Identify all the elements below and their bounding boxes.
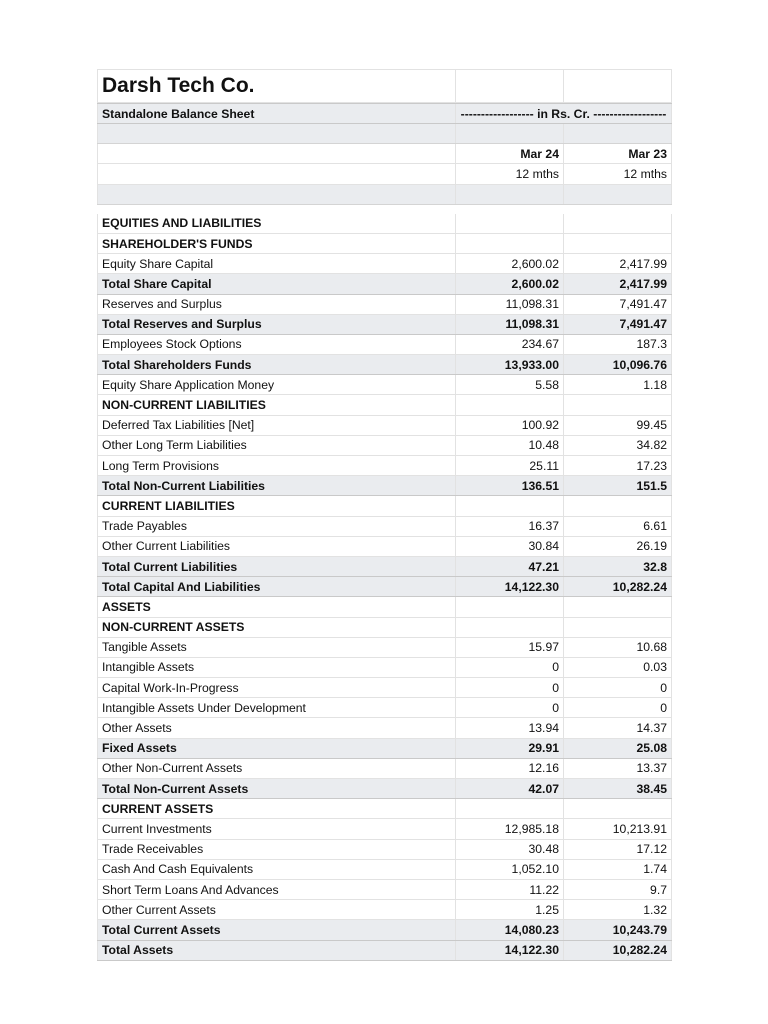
value-mar24: 11,098.31 (456, 295, 564, 314)
row-label: Short Term Loans And Advances (97, 880, 456, 899)
table-row (97, 860, 672, 880)
value-mar23: 2,417.99 (564, 254, 672, 273)
row-label: Other Non-Current Assets (97, 759, 456, 778)
table-row (97, 295, 672, 315)
table-row (97, 638, 672, 658)
table-body (97, 214, 672, 961)
table-row (97, 840, 672, 860)
value-mar23: 17.12 (564, 840, 672, 859)
period-duration: 12 mths (456, 164, 564, 183)
value-mar23: 187.3 (564, 335, 672, 354)
row-label: Employees Stock Options (97, 335, 456, 354)
row-label: Total Non-Current Assets (97, 779, 456, 798)
value-mar23: 10,282.24 (564, 577, 672, 596)
value-mar23: 1.18 (564, 375, 672, 394)
value-mar24: 0 (456, 658, 564, 677)
total-row (97, 315, 672, 335)
value-mar24: 14,122.30 (456, 941, 564, 960)
value-mar24: 11,098.31 (456, 315, 564, 334)
row-label: SHAREHOLDER'S FUNDS (97, 234, 456, 253)
table-row (97, 759, 672, 779)
value-mar23: 7,491.47 (564, 295, 672, 314)
value-mar24 (456, 214, 564, 233)
table-row (97, 698, 672, 718)
row-label: Total Assets (97, 941, 456, 960)
value-mar23 (564, 234, 672, 253)
value-mar23: 7,491.47 (564, 315, 672, 334)
row-label: Long Term Provisions (97, 456, 456, 475)
row-label: Total Shareholders Funds (97, 355, 456, 374)
total-row (97, 779, 672, 799)
row-label: Other Current Assets (97, 900, 456, 919)
table-row (97, 658, 672, 678)
value-mar23 (564, 597, 672, 616)
row-label: CURRENT ASSETS (97, 799, 456, 818)
row-label: Equity Share Application Money (97, 375, 456, 394)
value-mar24: 47.21 (456, 557, 564, 576)
total-row (97, 577, 672, 597)
value-mar24: 29.91 (456, 739, 564, 758)
value-mar23: 10,096.76 (564, 355, 672, 374)
sheet-title-row (97, 103, 672, 124)
row-label: Reserves and Surplus (97, 295, 456, 314)
value-mar24: 42.07 (456, 779, 564, 798)
value-mar23: 14.37 (564, 718, 672, 737)
row-label: Cash And Cash Equivalents (97, 860, 456, 879)
table-row (97, 416, 672, 436)
balance-sheet-table (97, 69, 672, 961)
value-mar23: 25.08 (564, 739, 672, 758)
section-header-row (97, 214, 672, 234)
value-mar23: 0.03 (564, 658, 672, 677)
section-header-row (97, 799, 672, 819)
period-header-row (97, 144, 672, 164)
value-mar23 (564, 395, 672, 414)
value-mar24: 0 (456, 678, 564, 697)
section-header-row (97, 618, 672, 638)
value-mar23 (564, 214, 672, 233)
total-row (97, 355, 672, 375)
total-row (97, 739, 672, 759)
section-header-row (97, 234, 672, 254)
row-label: Total Capital And Liabilities (97, 577, 456, 596)
unit-note: ------------------ in Rs. Cr. ------------------ (456, 104, 672, 123)
value-mar23 (564, 799, 672, 818)
value-mar23: 1.74 (564, 860, 672, 879)
value-mar24: 15.97 (456, 638, 564, 657)
value-mar24: 0 (456, 698, 564, 717)
table-row (97, 456, 672, 476)
section-header-row (97, 496, 672, 516)
value-mar24: 11.22 (456, 880, 564, 899)
company-name: Darsh Tech Co. (97, 70, 456, 102)
value-mar23: 0 (564, 678, 672, 697)
value-mar23: 26.19 (564, 537, 672, 556)
section-header-row (97, 597, 672, 617)
table-row (97, 900, 672, 920)
table-row (97, 517, 672, 537)
value-mar24: 14,122.30 (456, 577, 564, 596)
value-mar23: 6.61 (564, 517, 672, 536)
value-mar23: 10,213.91 (564, 819, 672, 838)
row-label: Total Current Liabilities (97, 557, 456, 576)
value-mar23: 10.68 (564, 638, 672, 657)
row-label: ASSETS (97, 597, 456, 616)
value-mar23: 17.23 (564, 456, 672, 475)
value-mar24: 14,080.23 (456, 920, 564, 939)
row-label: Trade Payables (97, 517, 456, 536)
row-label: NON-CURRENT ASSETS (97, 618, 456, 637)
value-mar24: 30.48 (456, 840, 564, 859)
value-mar24: 2,600.02 (456, 254, 564, 273)
blank-shaded-row (97, 124, 672, 144)
company-title-row (97, 69, 672, 103)
value-mar24: 13.94 (456, 718, 564, 737)
value-mar23: 0 (564, 698, 672, 717)
row-label: Tangible Assets (97, 638, 456, 657)
value-mar24 (456, 395, 564, 414)
value-mar24: 100.92 (456, 416, 564, 435)
row-label: Intangible Assets Under Development (97, 698, 456, 717)
value-mar23: 32.8 (564, 557, 672, 576)
value-mar23: 13.37 (564, 759, 672, 778)
value-mar24 (456, 618, 564, 637)
row-label: Total Share Capital (97, 274, 456, 293)
row-label: Other Current Liabilities (97, 537, 456, 556)
row-label: Fixed Assets (97, 739, 456, 758)
total-row (97, 557, 672, 577)
value-mar24: 25.11 (456, 456, 564, 475)
value-mar23: 9.7 (564, 880, 672, 899)
value-mar24 (456, 234, 564, 253)
value-mar23: 99.45 (564, 416, 672, 435)
value-mar24: 234.67 (456, 335, 564, 354)
row-label: NON-CURRENT LIABILITIES (97, 395, 456, 414)
value-mar24: 2,600.02 (456, 274, 564, 293)
value-mar24: 10.48 (456, 436, 564, 455)
sheet-title: Standalone Balance Sheet (97, 104, 456, 123)
value-mar24: 12,985.18 (456, 819, 564, 838)
total-row (97, 941, 672, 961)
table-row (97, 254, 672, 274)
row-label: CURRENT LIABILITIES (97, 496, 456, 515)
row-label: Other Long Term Liabilities (97, 436, 456, 455)
value-mar23 (564, 496, 672, 515)
table-row (97, 819, 672, 839)
total-row (97, 274, 672, 294)
row-label: Deferred Tax Liabilities [Net] (97, 416, 456, 435)
row-label: Other Assets (97, 718, 456, 737)
blank-shaded-row (97, 185, 672, 205)
row-label: Trade Receivables (97, 840, 456, 859)
spacer-row (97, 205, 672, 214)
value-mar24: 136.51 (456, 476, 564, 495)
row-label: Equity Share Capital (97, 254, 456, 273)
period-label: Mar 24 (456, 144, 564, 163)
table-row (97, 718, 672, 738)
total-row (97, 920, 672, 940)
row-label: Capital Work-In-Progress (97, 678, 456, 697)
value-mar24 (456, 597, 564, 616)
table-row (97, 436, 672, 456)
row-label: Current Investments (97, 819, 456, 838)
table-row (97, 335, 672, 355)
value-mar24: 5.58 (456, 375, 564, 394)
table-row (97, 375, 672, 395)
period-duration-row (97, 164, 672, 184)
table-row (97, 537, 672, 557)
value-mar23: 10,243.79 (564, 920, 672, 939)
value-mar24: 1,052.10 (456, 860, 564, 879)
value-mar23: 10,282.24 (564, 941, 672, 960)
value-mar23: 38.45 (564, 779, 672, 798)
value-mar24: 16.37 (456, 517, 564, 536)
value-mar24: 1.25 (456, 900, 564, 919)
table-row (97, 678, 672, 698)
row-label: EQUITIES AND LIABILITIES (97, 214, 456, 233)
period-duration: 12 mths (564, 164, 672, 183)
section-header-row (97, 395, 672, 415)
table-row (97, 880, 672, 900)
value-mar23 (564, 618, 672, 637)
period-label: Mar 23 (564, 144, 672, 163)
value-mar24: 30.84 (456, 537, 564, 556)
value-mar24 (456, 799, 564, 818)
value-mar24: 13,933.00 (456, 355, 564, 374)
row-label: Total Reserves and Surplus (97, 315, 456, 334)
value-mar23: 2,417.99 (564, 274, 672, 293)
value-mar23: 34.82 (564, 436, 672, 455)
value-mar24: 12.16 (456, 759, 564, 778)
value-mar23: 151.5 (564, 476, 672, 495)
value-mar24 (456, 496, 564, 515)
row-label: Intangible Assets (97, 658, 456, 677)
value-mar23: 1.32 (564, 900, 672, 919)
row-label: Total Current Assets (97, 920, 456, 939)
row-label: Total Non-Current Liabilities (97, 476, 456, 495)
total-row (97, 476, 672, 496)
